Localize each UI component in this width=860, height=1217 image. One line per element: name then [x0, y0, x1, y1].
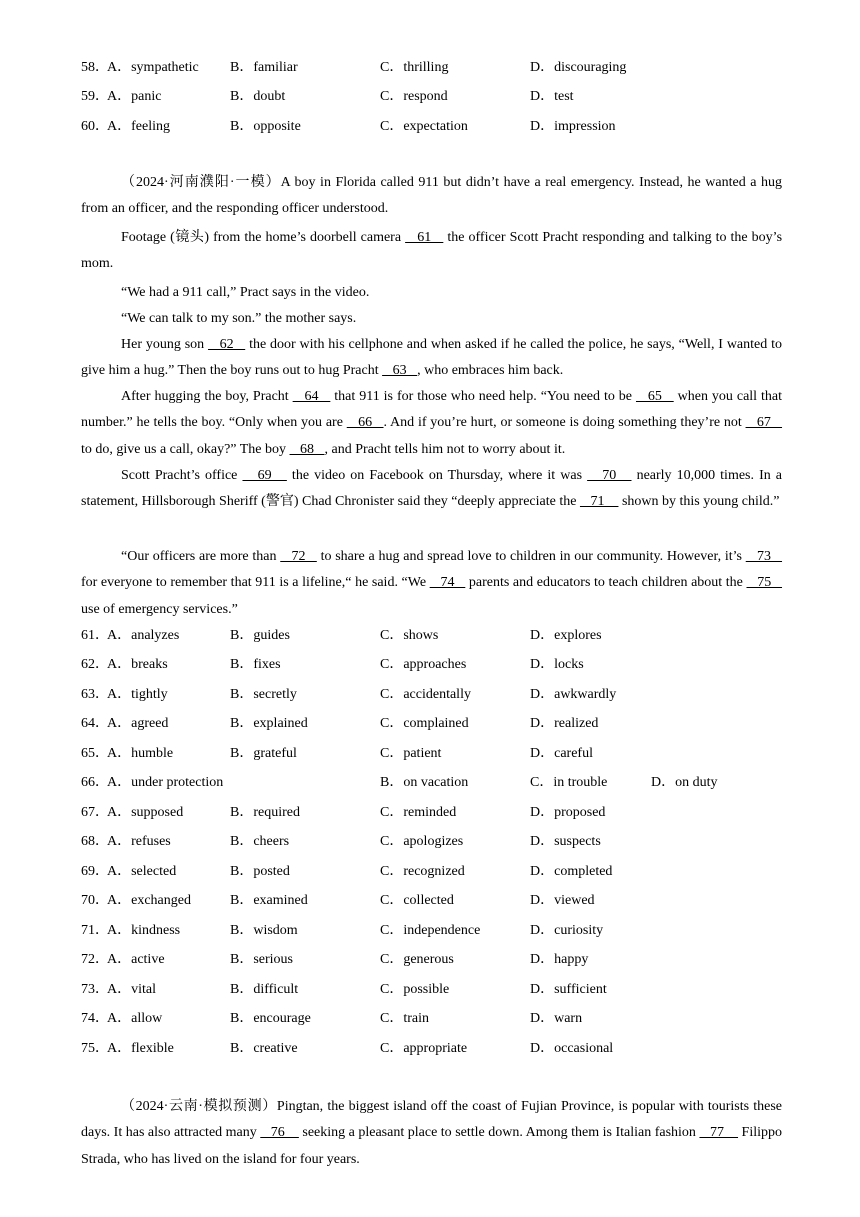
- question-73: [81, 980, 781, 1000]
- question-66: [81, 773, 781, 793]
- paragraph-text: the officer Scott Pracht responding and talking to the boy’s mom.: [81, 230, 783, 272]
- question-number: 66．: [81, 775, 109, 790]
- option-b: B．on vacation: [380, 775, 469, 790]
- passage3-paragraph-1: [81, 1094, 782, 1173]
- option-c: C．appropriate: [380, 1041, 468, 1056]
- passage2-paragraph-8: [81, 544, 782, 623]
- option-d: D．discouraging: [530, 60, 627, 75]
- passage2-paragraph-6: [81, 384, 782, 463]
- option-d: D．curiosity: [530, 923, 604, 938]
- question-number: 67．: [81, 805, 109, 820]
- blank-74: 74: [429, 575, 466, 591]
- option-a: A．breaks: [107, 657, 168, 672]
- blank-71: 71: [579, 494, 619, 510]
- source-label: （2024·云南·模拟预测）: [121, 1099, 277, 1114]
- paragraph-text: the video on Facebook on Thursday, where it was: [286, 468, 588, 483]
- option-d: D．sufficient: [530, 982, 607, 997]
- question-74: [81, 1009, 781, 1029]
- passage2-paragraph-4: [81, 306, 782, 332]
- question-number: 63．: [81, 687, 109, 702]
- paragraph-text: Filippo Strada, who has lived on the island for four years.: [81, 1125, 782, 1167]
- paragraph-text: when you call that number.” he tells the boy. “Only when you are: [81, 389, 783, 431]
- option-c: C．accidentally: [380, 687, 471, 702]
- option-d: D．impression: [530, 119, 616, 134]
- question-number: 61．: [81, 628, 109, 643]
- option-b: B．difficult: [230, 982, 299, 997]
- passage2-paragraph-1: [81, 170, 782, 223]
- blank-70: 70: [587, 468, 632, 483]
- option-c: C．apologizes: [380, 834, 464, 849]
- option-c: C．respond: [380, 89, 448, 104]
- option-b: B．required: [230, 805, 300, 820]
- option-a: A．kindness: [107, 923, 181, 938]
- option-d: D．awkwardly: [530, 687, 617, 702]
- passage2-paragraph-3: [81, 280, 782, 306]
- option-c: C．reminded: [380, 805, 457, 820]
- blank-72: 72: [280, 549, 317, 564]
- blank-68: 68: [289, 441, 325, 457]
- paragraph-text: seeking a pleasant place to settle down. Among them is Italian fashion: [298, 1125, 700, 1141]
- option-a: A．sympathetic: [107, 60, 199, 75]
- question-number: 59．: [81, 89, 109, 104]
- paragraph-text: Scott Pracht’s office: [121, 468, 243, 483]
- option-c: C．thrilling: [380, 60, 449, 75]
- option-d: D．viewed: [530, 893, 595, 908]
- passage2-paragraph-5: [81, 332, 782, 385]
- option-a: A．active: [107, 952, 165, 967]
- paragraph-text: that 911 is for those who need help. “You need to be: [330, 389, 636, 404]
- option-a: A．exchanged: [107, 893, 191, 908]
- question-69: [81, 862, 781, 882]
- question-68: [81, 832, 781, 852]
- source-label: （2024·河南濮阳·一模）: [121, 175, 281, 190]
- option-b: B．secretly: [230, 687, 297, 702]
- paragraph-text: , and Pracht tells him not to worry about it.: [324, 441, 566, 457]
- option-d: D．on duty: [651, 775, 718, 790]
- option-a: A．supposed: [107, 805, 184, 820]
- question-number: 70．: [81, 893, 109, 908]
- blank-75: 75: [746, 575, 783, 591]
- paragraph-text: After hugging the boy, Pracht: [121, 389, 293, 404]
- passage2-paragraph-2: [81, 225, 782, 278]
- option-b: B．posted: [230, 864, 290, 879]
- option-b: B．explained: [230, 716, 308, 731]
- paragraph-text: to share a hug and spread love to children in our community. However, it’s: [316, 549, 746, 564]
- option-b: B．fixes: [230, 657, 281, 672]
- option-a: A．analyzes: [107, 628, 180, 643]
- option-a: A．agreed: [107, 716, 169, 731]
- option-a: A．under protection: [107, 775, 224, 790]
- option-b: B．encourage: [230, 1011, 311, 1026]
- option-c: C．recognized: [380, 864, 465, 879]
- question-67: [81, 803, 781, 823]
- paragraph-text: nearly 10,000 times. In a statement, Hillsborough Sheriff (警官) Chad Chronister said they “deeply appreciate the: [81, 468, 783, 510]
- paragraph-text: for everyone to remember that 911 is a lifeline,“ he said. “We: [81, 575, 430, 591]
- option-b: B．guides: [230, 628, 290, 643]
- blank-67: 67: [745, 415, 783, 431]
- question-71: [81, 921, 781, 941]
- option-a: A．allow: [107, 1011, 163, 1026]
- option-d: D．realized: [530, 716, 599, 731]
- paragraph-text: “We had a 911 call,” Pract says in the video.: [121, 285, 370, 300]
- paragraph-text: Pingtan, the biggest island off the coast of Fujian Province, is popular with tourists these days. It has also attracted many: [81, 1099, 783, 1141]
- blank-62: 62: [208, 337, 246, 352]
- option-d: D．careful: [530, 746, 593, 761]
- option-a: A．panic: [107, 89, 162, 104]
- question-number: 71．: [81, 923, 109, 938]
- option-a: A．vital: [107, 982, 156, 997]
- paragraph-text: use of emergency services.”: [81, 601, 238, 617]
- option-b: B．serious: [230, 952, 293, 967]
- option-b: B．cheers: [230, 834, 290, 849]
- option-a: A．selected: [107, 864, 177, 879]
- option-b: B．examined: [230, 893, 308, 908]
- paragraph-text: Her young son: [121, 337, 209, 352]
- option-c: C．approaches: [380, 657, 467, 672]
- question-70: [81, 891, 781, 911]
- blank-73: 73: [745, 549, 783, 564]
- blank-65: 65: [635, 389, 674, 404]
- option-b: B．familiar: [230, 60, 298, 75]
- option-c: C．train: [380, 1011, 429, 1026]
- blank-63: 63: [382, 363, 418, 379]
- question-number: 68．: [81, 834, 109, 849]
- option-d: D．proposed: [530, 805, 606, 820]
- option-b: B．opposite: [230, 119, 301, 134]
- option-d: D．suspects: [530, 834, 601, 849]
- question-number: 75．: [81, 1041, 109, 1056]
- question-60: [81, 117, 781, 137]
- question-number: 62．: [81, 657, 109, 672]
- option-a: A．flexible: [107, 1041, 174, 1056]
- question-63: [81, 685, 781, 705]
- option-b: B．wisdom: [230, 923, 298, 938]
- question-number: 69．: [81, 864, 109, 879]
- question-number: 72．: [81, 952, 109, 967]
- blank-77: 77: [699, 1125, 739, 1141]
- option-d: D．completed: [530, 864, 613, 879]
- blank-76: 76: [260, 1125, 299, 1141]
- question-64: [81, 714, 781, 734]
- paragraph-text: the door with his cellphone and when asked if he called the police, he says, “Well, I wanted to give him a hug.” Then the boy runs out to hug Pracht: [81, 337, 783, 379]
- paragraph-text: A boy in Florida called 911 but didn’t have a real emergency. Instead, he wanted a hug from an officer, and the responding officer understood.: [81, 175, 782, 217]
- option-d: D．happy: [530, 952, 589, 967]
- option-a: A．feeling: [107, 119, 170, 134]
- paragraph-text: shown by this young child.”: [618, 494, 780, 510]
- paragraph-text: to do, give us a call, okay?” The boy: [81, 441, 290, 457]
- blank-61: 61: [405, 230, 444, 245]
- question-number: 64．: [81, 716, 109, 731]
- paragraph-text: Footage (镜头) from the home’s doorbell camera: [121, 230, 406, 245]
- question-number: 65．: [81, 746, 109, 761]
- question-75: [81, 1039, 781, 1059]
- option-c: C．complained: [380, 716, 469, 731]
- option-d: D．explores: [530, 628, 602, 643]
- blank-69: 69: [242, 468, 287, 483]
- blank-66: 66: [346, 415, 384, 431]
- option-a: A．humble: [107, 746, 174, 761]
- question-65: [81, 744, 781, 764]
- blank-64: 64: [292, 389, 331, 404]
- paragraph-text: , who embraces him back.: [417, 363, 564, 379]
- question-62: [81, 655, 781, 675]
- option-b: B．grateful: [230, 746, 297, 761]
- paragraph-text: “Our officers are more than: [121, 549, 281, 564]
- passage2-paragraph-7: [81, 463, 782, 516]
- option-c: C．independence: [380, 923, 481, 938]
- paragraph-text: parents and educators to teach children about the: [465, 575, 747, 591]
- option-b: B．doubt: [230, 89, 286, 104]
- paragraph-text: . And if you’re hurt, or someone is doing something they’re not: [383, 415, 746, 431]
- question-59: [81, 87, 781, 107]
- option-c: C．patient: [380, 746, 442, 761]
- option-c: C．collected: [380, 893, 454, 908]
- question-number: 58．: [81, 60, 109, 75]
- option-d: D．locks: [530, 657, 584, 672]
- paragraph-text: “We can talk to my son.” the mother says.: [121, 311, 357, 326]
- option-c: C．possible: [380, 982, 450, 997]
- option-a: A．tightly: [107, 687, 168, 702]
- question-number: 74．: [81, 1011, 109, 1026]
- option-d: D．occasional: [530, 1041, 614, 1056]
- question-61: [81, 626, 781, 646]
- option-d: D．warn: [530, 1011, 583, 1026]
- question-number: 60．: [81, 119, 109, 134]
- option-c: C．in trouble: [530, 775, 608, 790]
- option-c: C．expectation: [380, 119, 468, 134]
- question-number: 73．: [81, 982, 109, 997]
- option-c: C．shows: [380, 628, 439, 643]
- option-d: D．test: [530, 89, 574, 104]
- question-72: [81, 950, 781, 970]
- option-a: A．refuses: [107, 834, 171, 849]
- option-b: B．creative: [230, 1041, 298, 1056]
- option-c: C．generous: [380, 952, 454, 967]
- question-58: [81, 58, 781, 78]
